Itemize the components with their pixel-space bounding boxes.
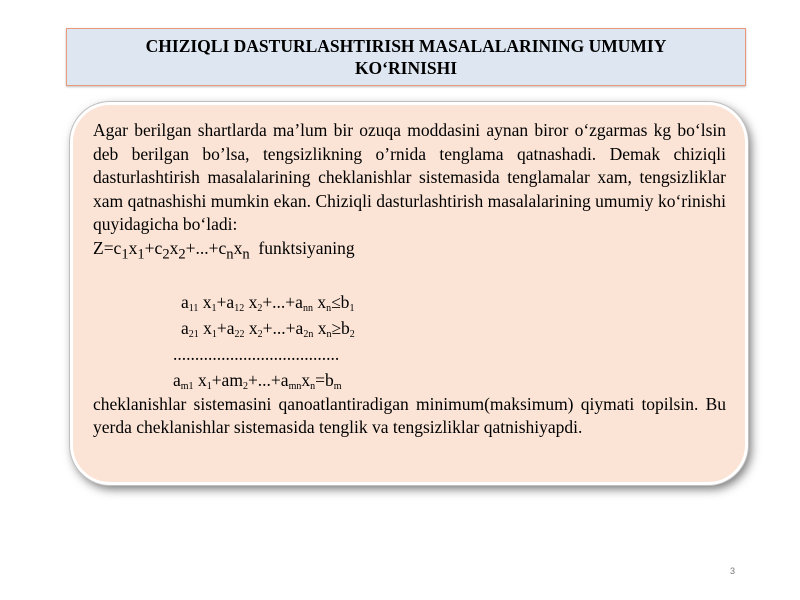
- slide-title-line-1: CHIZIQLI DASTURLASHTIRISH MASALALARINING UMUMIY: [145, 36, 667, 56]
- objective-function-line: [93, 237, 726, 267]
- slide-title-line-2: KO‘RINISHI: [354, 58, 458, 78]
- page-number: 3: [730, 566, 736, 576]
- conclusion-paragraph: cheklanishlar sistemasini qanoatlantiradigan minimum(maksimum) qiymati topilsin. Bu yerda cheklanishlar sistemasida tenglik va tengsizliklar qatnishiyapdi.: [93, 393, 726, 437]
- constraint-2: $a_{21}$ $x_1+a_{22}$ $x_2+...+a_{2n}$ $x_n\ge b_2$: [181, 317, 355, 340]
- spacer: [93, 267, 726, 289]
- content-text: [93, 119, 726, 440]
- intro-paragraph: Agar berilgan shartlarda ma’lum bir ozuqa moddasini aynan biror o‘zgarmas kg bo‘lsin deb berilgan bo’lsa, tengsizlikning o’rnida tenglama qatnashadi. Demak chiziqli dasturlashtirish masalalarining cheklanishlar sistemasida tenglamalar xam, tengsizliklar xam qatnashishi mumkin ekan. Chiziqli dasturlashtirish masalalarining umumiy ko‘rinishi quyidagicha bo‘ladi:: [93, 120, 726, 234]
- slide-title-box: [66, 28, 746, 86]
- objective-function-suffix: funktsiyaning: [258, 237, 355, 258]
- constraint-1: $a_{11}$ $x_1+a_{12}$ $x_2+...+a_{nn}$ $x_n\le b_1$: [181, 291, 355, 314]
- objective-function-formula: $Z=c_1x_1+c_2x_2+...+c_nx_n$: [93, 237, 250, 262]
- slide-title: [146, 35, 667, 79]
- constraint-ellipsis: ......................................: [173, 343, 340, 364]
- constraint-m: $a_{m1}$ $x_1+am_2+...+a_{mn}x_n=b_m$: [173, 369, 342, 392]
